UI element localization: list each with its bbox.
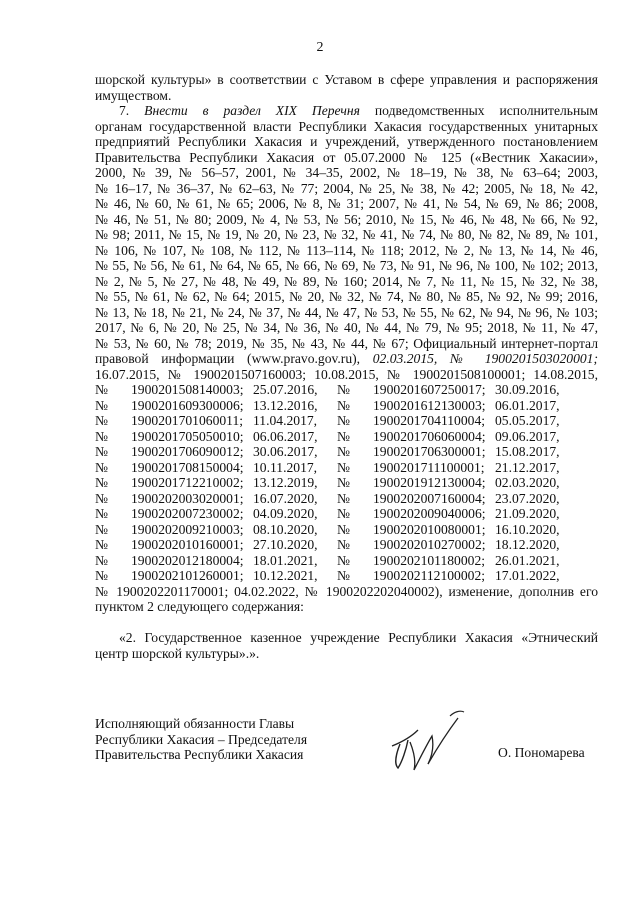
item-7-line: № 55, № 61, № 62, № 64; 2015, № 20, № 32, № 74, № 80, № 85, № 92, № 99; 2016, <box>95 289 598 304</box>
publication-date: 15.08.2017, <box>495 444 560 459</box>
number-sign: № <box>337 568 350 583</box>
registry-number: 1900202007230002; <box>131 506 244 521</box>
item-7-line: № 53, № 60, № 78; 2019, № 35, № 43, № 44, № 67; Официальный интернет-портал <box>95 335 598 351</box>
item-7-closing-line: пунктом 2 следующего содержания: <box>95 599 304 614</box>
number-sign: № <box>337 552 350 568</box>
publication-date: 21.09.2020, <box>495 506 560 521</box>
page-number: 2 <box>316 40 324 55</box>
number-sign: № <box>337 537 350 552</box>
publication-date: 13.12.2019, <box>253 475 318 490</box>
registry-row <box>95 553 598 569</box>
publication-date: 11.04.2017, <box>253 413 318 428</box>
number-sign: № <box>95 552 108 568</box>
registry-row <box>95 382 598 398</box>
quote-paragraph <box>95 630 598 661</box>
intro-paragraph <box>95 72 598 103</box>
item-7-line: № 55, № 56, № 61, № 64, № 65, № 66, № 69, № 73, № 91, № 96, № 100, № 102; 2013, <box>95 258 598 273</box>
registry-number: 1900201609300006; <box>131 397 244 413</box>
number-sign: № <box>337 382 350 397</box>
registry-number: 1900201711100001; <box>373 459 485 475</box>
publication-date: 10.11.2017, <box>253 459 318 475</box>
registry-row <box>95 537 598 553</box>
item-7-line: № 2, № 5, № 27, № 48, № 49, № 89, № 160; 2014, № 7, № 11, № 15, № 32, № 38, <box>95 273 598 289</box>
registry-number: 1900202009210003; <box>131 521 244 537</box>
registry-number: 1900201508140003; <box>131 382 244 397</box>
publication-date: 10.12.2021, <box>253 568 318 583</box>
number-sign: № <box>337 397 350 413</box>
number-sign: № <box>95 537 108 552</box>
number-sign: № <box>337 490 350 506</box>
publication-date: 25.07.2016, <box>253 382 318 397</box>
quote-line: центр шорской культуры».». <box>95 645 260 661</box>
number-sign: № <box>95 397 108 413</box>
publication-date: 09.06.2017, <box>495 428 560 444</box>
number-sign: № <box>337 459 350 475</box>
item-7-paragraph <box>95 103 598 615</box>
publication-date: 13.12.2016, <box>253 397 318 413</box>
number-sign: № <box>95 459 108 475</box>
registry-number: 1900202010080001; <box>373 521 486 537</box>
registry-numbers-table <box>95 382 598 584</box>
publication-date: 18.01.2021, <box>253 552 318 568</box>
number-sign: № <box>337 428 350 444</box>
item-7-first-line <box>95 103 598 119</box>
portal-line <box>95 351 598 367</box>
number-sign: № <box>95 475 108 490</box>
registry-row <box>95 568 598 584</box>
registry-row <box>95 444 598 460</box>
item-7-line: № 13, № 18, № 21, № 24, № 37, № 44, № 47, № 53, № 55, № 62, № 94, № 96, № 103; <box>95 304 598 320</box>
registry-row <box>95 506 598 522</box>
portal-line-italic: 02.03.2015, № 1900201503020001; <box>372 351 598 366</box>
publication-date: 05.05.2017, <box>495 413 560 428</box>
registry-row <box>95 398 598 414</box>
number-sign: № <box>95 444 108 459</box>
number-sign: № <box>337 475 350 490</box>
publication-date: 16.07.2020, <box>253 490 318 506</box>
signature-title-line: Исполняющий обязанности Главы <box>95 716 295 731</box>
registry-row <box>95 460 598 476</box>
publication-date: 08.10.2020, <box>253 521 318 537</box>
publication-date: 02.03.2020, <box>495 475 560 490</box>
registry-number: 1900202012180004; <box>131 552 244 568</box>
item-7-line: № 46, № 51, № 80; 2009, № 4, № 53, № 56; 2010, № 15, № 46, № 48, № 66, № 92, <box>95 211 598 227</box>
registry-number: 1900201706300001; <box>373 444 486 459</box>
publication-date: 06.01.2017, <box>495 397 560 413</box>
registry-number: 1900201705050010; <box>131 428 244 444</box>
publication-date: 21.12.2017, <box>495 459 560 475</box>
publication-date: 26.01.2021, <box>495 552 560 568</box>
registry-number: 1900201612130003; <box>373 397 486 413</box>
registry-number: 1900201712210002; <box>131 475 244 490</box>
number-sign: № <box>337 521 350 537</box>
item-7-line: 2017, № 6, № 20, № 25, № 34, № 36, № 40, № 44, № 79, № 95; 2018, № 11, № 47, <box>95 320 598 335</box>
publication-date: 17.01.2022, <box>495 568 560 583</box>
item-7-line: № 16–17, № 36–37, № 62–63, № 77; 2004, № 25, № 38, № 42; 2005, № 18, № 42, <box>95 180 598 196</box>
number-sign: № <box>337 506 350 521</box>
number-sign: № <box>95 428 108 444</box>
item-7-line: предприятий Республики Хакасия и учреждений, утвержденного постановлением <box>95 134 598 149</box>
portal-line-start: правовой информации (www.pravo.gov.ru), <box>95 351 361 366</box>
item-7-line: 2000, № 39, № 56–57, 2001, № 34–35, 2002, № 18–19, № 38, № 63–64; 2003, <box>95 165 598 180</box>
registry-row <box>95 475 598 491</box>
signature-title-line: Правительства Республики Хакасия <box>95 747 304 762</box>
signer-name: О. Пономарева <box>498 745 585 760</box>
registry-number: 1900202101180002; <box>373 552 486 568</box>
registry-row <box>95 413 598 429</box>
registry-row <box>95 522 598 538</box>
item-7-first-line-rest: подведомственных исполнительным <box>374 103 599 118</box>
publication-date: 30.09.2016, <box>495 382 560 397</box>
registry-number: 1900202007160004; <box>373 490 486 506</box>
item-7-line: № 98; 2011, № 15, № 19, № 20, № 23, № 32, № 41, № 74, № 80, № 82, № 89, № 101, <box>95 227 598 242</box>
number-sign: № <box>95 382 108 397</box>
publication-date: 18.12.2020, <box>495 537 560 552</box>
publication-date: 30.06.2017, <box>253 444 318 459</box>
registry-row <box>95 429 598 445</box>
registry-row <box>95 491 598 507</box>
item-7-line: № 106, № 107, № 108, № 112, № 113–114, № 118; 2012, № 2, № 13, № 14, № 46, <box>95 242 598 258</box>
signature-title-line: Республики Хакасия – Председателя <box>95 731 308 747</box>
number-sign: № <box>95 490 108 506</box>
item-number: 7. <box>119 103 130 118</box>
number-sign: № <box>95 506 108 521</box>
registry-number: 1900202112100002; <box>373 568 486 583</box>
registry-number: 1900202003020001; <box>131 490 244 506</box>
item-7-closing-line: № 1900202201170001; 04.02.2022, № 1900202202040002), изменение, дополнив его <box>95 583 598 599</box>
registry-number: 1900201701060011; <box>131 413 244 428</box>
number-sign: № <box>337 444 350 459</box>
number-sign: № <box>95 521 108 537</box>
registry-number: 1900201704110004; <box>373 413 486 428</box>
registry-number: 1900201706090012; <box>131 444 244 459</box>
registry-number: 1900201708150004; <box>131 459 244 475</box>
registry-number: 1900201607250017; <box>373 382 486 397</box>
number-sign: № <box>337 413 350 428</box>
item-7-line: Правительства Республики Хакасия от 05.07.2000 № 125 («Вестник Хакасии», <box>95 149 598 165</box>
publication-date: 04.09.2020, <box>253 506 318 521</box>
publication-date: 27.10.2020, <box>253 537 318 552</box>
item-7-line: органам государственной власти Республики Хакасия государственных унитарных <box>95 118 598 134</box>
item-7-line: 16.07.2015, № 1900201507160003; 10.08.2015, № 1900201508100001; 14.08.2015, <box>95 366 598 382</box>
intro-line: шорской культуры» в соответствии с Уставом в сфере управления и распоряжения <box>95 72 598 87</box>
item-7-line: № 46, № 60, № 61, № 65; 2006, № 8, № 31; 2007, № 41, № 54, № 69, № 86; 2008, <box>95 196 598 211</box>
number-sign: № <box>95 413 108 428</box>
publication-date: 06.06.2017, <box>253 428 318 444</box>
intro-line: имуществом. <box>95 87 172 103</box>
registry-number: 1900202009040006; <box>373 506 486 521</box>
item-7-italic-phrase: Внести в раздел XIX Перечня <box>144 103 360 118</box>
number-sign: № <box>95 568 108 583</box>
publication-date: 23.07.2020, <box>495 490 560 506</box>
quote-line: «2. Государственное казенное учреждение Республики Хакасия «Этнический <box>119 630 598 645</box>
registry-number: 1900201706060004; <box>373 428 486 444</box>
registry-rows <box>95 382 598 584</box>
registry-number: 1900202010270002; <box>373 537 486 552</box>
registry-number: 1900201912130004; <box>373 475 486 490</box>
registry-number: 1900202010160001; <box>131 537 244 552</box>
publication-date: 16.10.2020, <box>495 521 560 537</box>
registry-number: 1900202101260001; <box>131 568 244 583</box>
handwritten-signature <box>388 706 480 776</box>
signature-title <box>95 716 307 763</box>
